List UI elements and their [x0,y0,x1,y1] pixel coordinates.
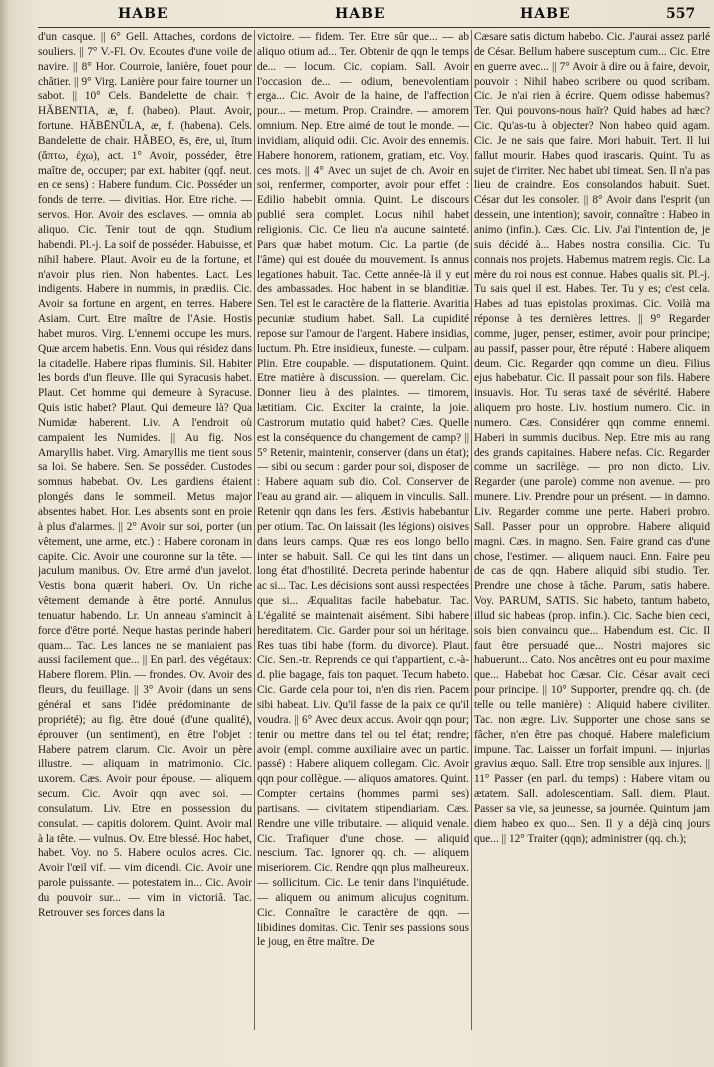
column-divider [471,30,472,1030]
text-column-right [474,30,710,1040]
column-text: Cæsare satis dictum habebo. Cic. J'aurai assez parlé de César. Bellum habere susceptum cum... Cic. Etre en guerre avec... || 7° Avoir à dire ou à faire, devoir, pouvoir : Nihil habeo scribere ou quod scribam. Cic. Je n'ai rien à écrire. Quem odisse habemus? Ter. Qui pouvons-nous haïr? Quid habes ad hæc? Cic. Qu'as-tu à objecter? Non habeo quid agam. Cic. Je ne sais que faire. Mori habuit. Tert. Il lui fallut mourir. Habes quod irascaris. Quint. Tu as sujet de t'irriter. Nec habet ubi timeat. Sen. Il n'a pas lieu de craindre. Eos consolandos habuit. Suet. César dut les consoler. || 8° Avoir dans l'esprit (un dessein, une intention); savoir, connaître : Habeo in animo (infin.). Cæs. Cic. Liv. J'ai l'intention de, je suis décidé à... Habes nostra consilia. Cic. Tu connais nos projets. Habemus matrem regis. Cic. La mère du roi nous est connue. Habes qualis sit. Pl.-j. Tu sais quel il est. Habes. Ter. Tu y es; c'est cela. Habes ad tuas epistolas proximas. Cic. Voilà ma réponse à tes dernières lettres. || 9° Regarder comme, juger, penser, estimer, avoir pour principe; au passif, passer pour, être réputé : Habere aliquem deum. Cic. Regarder qqn comme un dieu. Filius ejus habebatur. Cic. Il passait pour son fils. Habere insuavis. Hor. Tu seras taxé de sévérité. Habere aliquem pro hoste. Liv. hostium numero. Cic. in numero. Cæs. Considérer qqn comme ennemi. Haberi in summis ducibus. Nep. Etre mis au rang des grands capitaines. Habere nefas. Cic. Regarder comme un sacrilège. — pro non dicto. Liv. Regarder (une parole) comme non avenue. — pro munere. Liv. Prendre pour un présent. — in damno. Liv. Regarder comme une perte. Haberi probro. Sall. Passer pour un opprobre. Habere aliquid magni. Cæs. in magno. Sen. Faire grand cas d'une chose, l'estimer. — aliquem nauci. Enn. Faire peu de cas de qqn. Habere aliquid sibi studio. Ter. Prendre une chose à tâche. Parum, satis habere. Voy. PARUM, SATIS. Sic habeto, tantum habeto, illud sic habeas (prop. infin.). Cic. Sache bien ceci, sois bien convaincu que... Habendum est. Cic. Il faut être persuadé que... Nostri majores sic habuerunt... Cato. Nos ancêtres ont eu pour maxime que... Habebat hoc Cæsar. Cic. César avait ceci pour principe. || 10° Supporter, prendre qq. ch. (de telle ou telle manière) : Aliquid habere civiliter. Tac. non ægre. Liv. Supporter une chose sans se fâcher, n'en être pas choqué. Habere maleficium impune. Tac. Laisser un forfait impuni. — injurias gravius æquo. Sall. Etre trop sensible aux injures. || 11° Passer (en parl. du temps) : Habere vitam ou ætatem. Sall. adolescentiam. Sall. diem. Plaut. Passer sa vie, sa jeunesse, sa journée. Quintum jam diem habeo ex quo... Sen. Il y a déjà cinq jours que... || 12° Traiter (qqn); administrer (qq. ch.); [474,31,710,845]
column-text: d'un casque. || 6° Gell. Attaches, cordons de souliers. || 7° V.-Fl. Ov. Ecoutes d'une voile de navire. || 8° Hor. Courroie, lanière, fouet pour châtier. || 9° Virg. Lanière pour faire tourner un sabot. || 10° Cels. Bandelette de chair. † HĂBENTIA, æ, f. (habeo). Plaut. Avoir, fortune. HĂBĒNŬLA, æ, f. (habena). Cels. Bandelette de chair. HĂBEO, ēs, ēre, ui, ĭtum (ἄπτω, ἐχω), act. 1° Avoir, posséder, être maître de, occuper; par ext. habiter (qqf. neut. en ce sens) : Habere fundum. Cic. Posséder un fonds de terre. — divitias. Hor. Etre riche. — servos. Hor. Avoir des esclaves. — omnia ab aliquo. Cic. Tenir tout de qqn. Studium habendi. Pl.-j. La soif de posséder. Habuisse, et nihil habere. Plaut. Avoir eu de la fortune, et n'avoir plus rien. Non habentes. Lact. Les indigents. Habere in nummis, in prædiis. Cic. Avoir sa fortune en argent, en terres. Habere Asiam. Curt. Etre maître de l'Asie. Hostis habet muros. Virg. L'ennemi occupe les murs. Quæ arcem habetis. Enn. Vous qui résidez dans la citadelle. Habere ripas fluminis. Sil. Habiter les bords d'un fleuve. Ille qui Syracusis habet. Plaut. Cet homme qui demeure à Syracuse. Quis istic habet? Plaut. Qui demeure là? Qua Numidæ haberent. Liv. A l'endroit où campaient les Numides. || Au fig. Nos Amaryllis habet. Virg. Amaryllis me tient sous sa loi. Se habere. Sen. Se posséder. Custodes somnus habebat. Ov. Les gardiens étaient plongés dans le sommeil. Metus major absentes habet. Hor. Les absents sont en proie à plus d'alarmes. || 2° Avoir sur soi, porter (un vêtement, une arme, etc.) : Habere coronam in capite. Cic. Avoir une couronne sur la tête. — jaculum manibus. Ov. Etre armé d'un javelot. Vestis bona quærit haberi. Ov. Un riche vêtement demande à être porté. Annulus tenuatur habendo. Lr. Un anneau s'amincit à force d'être porté. Neque hastas perinde haberi quam... Tac. Les lances ne se maniaient pas aussi facilement que... || En parl. des végétaux: Habere florem. Plin. — frondes. Ov. Avoir des fleurs, du feuillage. || 3° Avoir (dans un sens général et sans l'idée prédominante de propriété); au fig. être doué (d'une qualité), éprouver (un sentiment), en être l'objet : Habere patrem clarum. Cic. Avoir un père illustre. — aliquam in matrimonio. Cic. uxorem. Cæs. Avoir pour épouse. — aliquem secum. Cic. Avoir qqn avec soi. — consulatum. Liv. Etre en possession du consulat. — capitis dolorem. Quint. Avoir mal à la tête. — vulnus. Ov. Etre blessé. Hoc habet, habet. Voy. no 5. Habere oculos acres. Cic. Avoir l'œil vif. — vim dicendi. Cic. Avoir une parole puissante. — potestatem in... Cic. Avoir du pouvoir sur... — vim in victoriâ. Tac. Retrouver ses forces dans la [38,31,252,919]
page-header [0,6,714,28]
text-column-middle [257,30,469,1040]
column-divider [254,30,255,1030]
column-text: victoire. — fidem. Ter. Etre sûr que... — ab aliquo otium ad... Ter. Obtenir de qqn le temps de... — locum. Cic. copiam. Sall. Avoir l'occasion de... — odium, benevolentiam erga... Cic. Avoir de la haine, de l'affection pour... — metum. Prop. Craindre. — amorem omnium. Nep. Etre aimé de tout le monde. — invidiam, aliquid odii. Cic. Avoir des ennemis. Habere honorem, rationem, gratiam, etc. Voy. ces mots. || 4° Avec un sujet de ch. Avoir en soi, renfermer, comporter, avoir pour effet : Edilio habebit omnia. Quint. Le discours publié sera complet. Locus nihil habet religionis. Cic. Ce lieu n'a aucune sainteté. Pars quæ habet motum. Cic. La partie (de l'âme) qui est douée du mouvement. Is annus legationes habuit. Tac. Cette année-là il y eut des ambassades. Hoc habent in se blanditiæ. Sen. Tel est le caractère de la flatterie. Avaritia pecuniæ studium habet. Sall. La cupidité repose sur l'amour de l'argent. Habere insidias, luctum. Ph. Etre insidieux, funeste. — culpam. Plin. Etre coupable. — disputationem. Quint. Etre matière à discussion. — querelam. Cic. Donner lieu à des plaintes. — timorem, lætitiam. Cic. Exciter la crainte, la joie. Castrorum mutatio quid habet? Cæs. Quelle est la conséquence du changement de camp? || 5° Retenir, maintenir, conserver (dans un état); — sibi ou secum : garder pour soi, disposer de : Habere aquam sub dio. Col. Conserver de l'eau au grand air. — aliquem in vinculis. Sall. Retenir qqn dans les fers. Æstivis habebantur per otium. Tac. On laissait (les légions) oisives dans leurs camps. Quæ res eos longo bello inter se habuit. Sall. Ce qui les tint dans un long état d'hostilité. Decreta perinde habentur ac si... Tac. Les décisions sont aussi respectées que si... Æqualitas facile habebatur. Tac. L'égalité se maintenait aisément. Sibi habere hereditatem. Cic. Garder pour soi un héritage. Res tuas tibi habe (form. du divorce). Plaut. Cic. Sen.-tr. Reprends ce qui t'appartient, c.-à-d. plie bagage, fais ton paquet. Tecum habeto. Cic. Garde cela pour toi, n'en dis rien. Pacem sibi habeat. Liv. Qu'il fasse de la paix ce qu'il voudra. || 6° Avec deux accus. Avoir qqn pour; tenir ou mettre dans tel ou tel état; rendre; avoir (empl. comme auxiliaire avec un partic. passé) : Habere aliquem collegam. Cic. Avoir qqn pour collègue. — aliquos amatores. Quint. Compter certains (hommes parmi ses) partisans. — civitatem stipendiariam. Cæs. Rendre une ville tributaire. — aliquid venale. Cic. Trafiquer d'une chose. — aliquid nescium. Tac. Ignorer qq. ch. — aliquem miseriorem. Cic. Rendre qqn plus malheureux. — sollicitum. Cic. Le tenir dans l'inquiétude. — aliquem ou animum alicujus cognitum. Cic. Connaître le caractère de qqn. — libidines domitas. Cic. Tenir ses passions sous le joug, en être maître. De [257,31,469,949]
running-headword-left: HABE [118,6,169,22]
book-spine-shadow [0,0,10,1067]
running-headword-right: HABE [520,6,571,22]
text-column-left [38,30,252,1040]
running-headword-center: HABE [335,6,386,22]
page-number: 557 [666,6,696,22]
header-rule [38,27,710,28]
